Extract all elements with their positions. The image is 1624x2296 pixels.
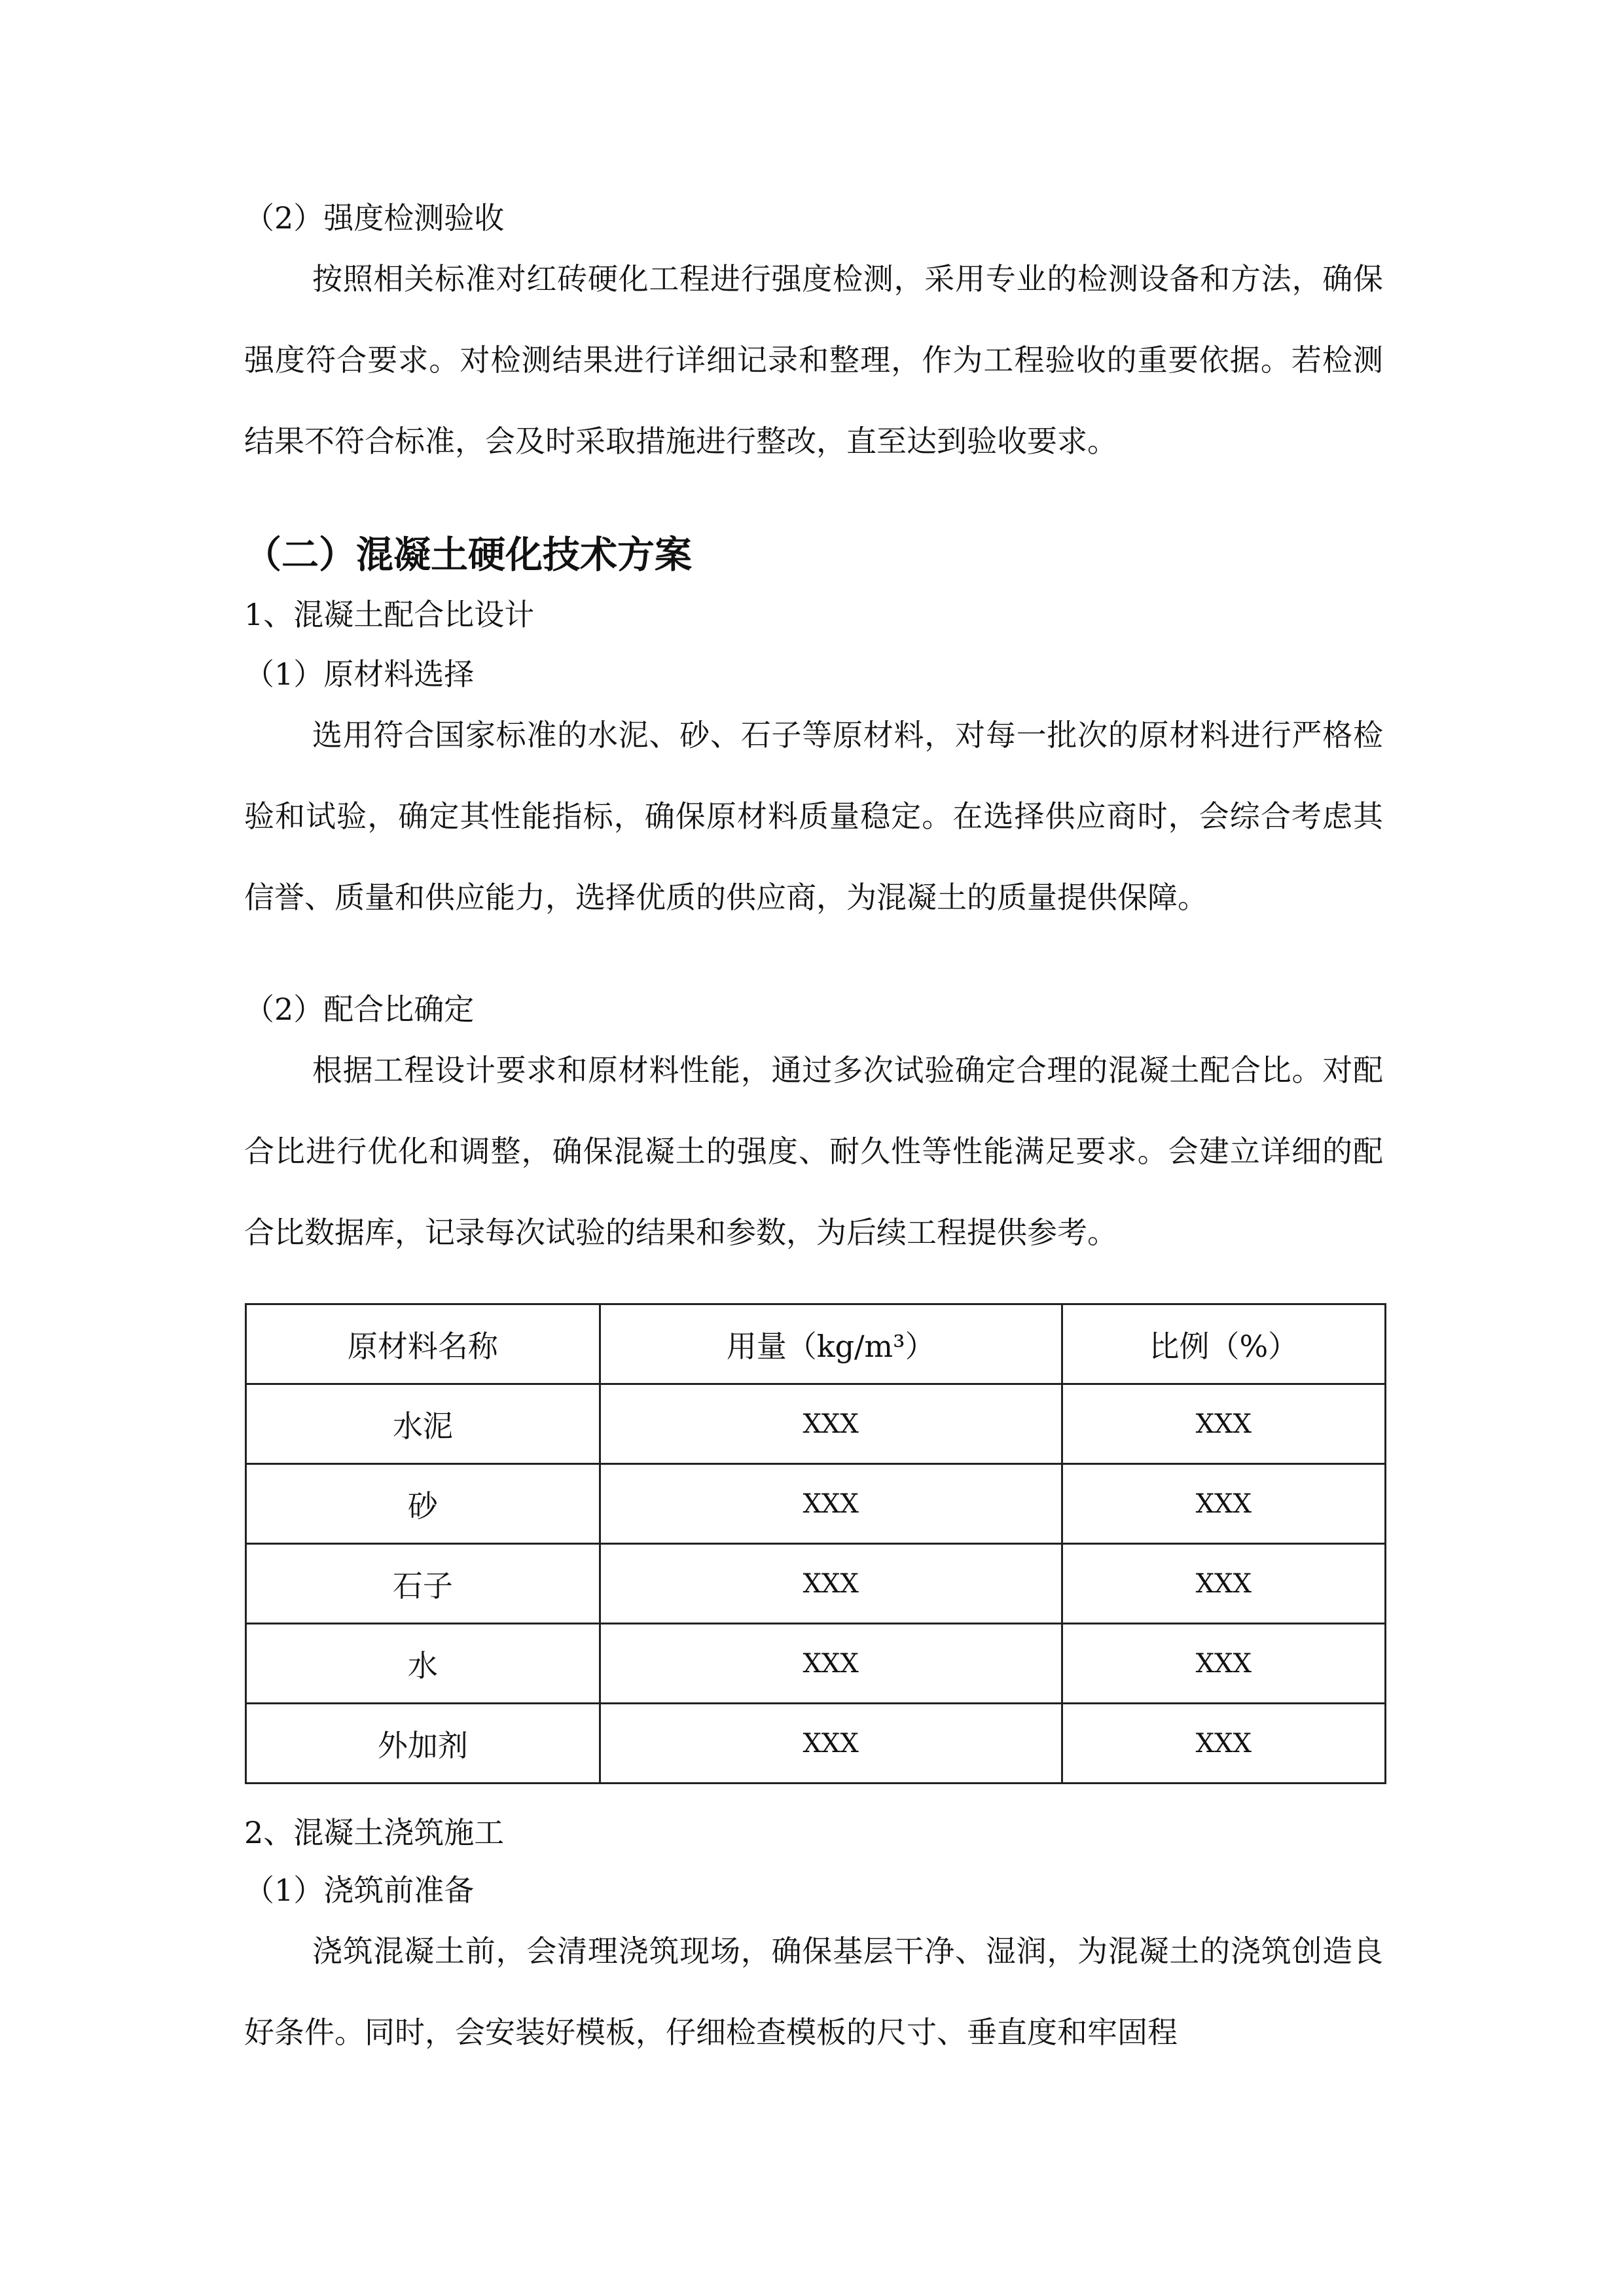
table-row (246, 1384, 1386, 1464)
ratio-cell: XXX (1062, 1464, 1385, 1544)
mix-ratio-table (245, 1303, 1386, 1784)
prep-heading: （1）浇筑前准备 (244, 1873, 475, 1908)
mix-design-heading: 1、混凝土配合比设计 (244, 597, 535, 632)
raw-material-paragraph: 选用符合国家标准的水泥、砂、石子等原材料，对每一批次的原材料进行严格检验和试验，确定其性能指标，确保原材料质量稳定。在选择供应商时，会综合考虑其信誉、质量和供应能力，选择优质的供应商，为混凝土的质量提供保障。 (244, 717, 1383, 915)
dosage-cell: XXX (600, 1704, 1062, 1784)
ratio-cell: XXX (1062, 1624, 1385, 1704)
dosage-cell: XXX (600, 1624, 1062, 1704)
dosage-cell: XXX (600, 1464, 1062, 1544)
strength-heading: （2）强度检测验收 (244, 200, 505, 236)
table-row (246, 1464, 1386, 1544)
material-name-cell: 石子 (246, 1544, 600, 1624)
table-row (246, 1544, 1386, 1624)
raw-material-heading: （1）原材料选择 (244, 656, 475, 692)
table-row (246, 1704, 1386, 1784)
material-name-cell: 水泥 (246, 1384, 600, 1464)
header-ratio: 比例（%） (1062, 1304, 1385, 1384)
table-header-row (246, 1304, 1386, 1384)
ratio-cell: XXX (1062, 1384, 1385, 1464)
ratio-heading: （2）配合比确定 (244, 992, 475, 1027)
table-row (246, 1624, 1386, 1704)
ratio-cell: XXX (1062, 1704, 1385, 1784)
ratio-paragraph: 根据工程设计要求和原材料性能，通过多次试验确定合理的混凝土配合比。对配合比进行优化和调整，确保混凝土的强度、耐久性等性能满足要求。会建立详细的配合比数据库，记录每次试验的结果和参数，为后续工程提供参考。 (244, 1052, 1383, 1250)
header-material-name: 原材料名称 (246, 1304, 600, 1384)
dosage-cell: XXX (600, 1384, 1062, 1464)
header-dosage: 用量（kg/m³） (600, 1304, 1062, 1384)
ratio-cell: XXX (1062, 1544, 1385, 1624)
strength-paragraph: 按照相关标准对红砖硬化工程进行强度检测，采用专业的检测设备和方法，确保强度符合要求。对检测结果进行详细记录和整理，作为工程验收的重要依据。若检测结果不符合标准，会及时采取措施进行整改，直至达到验收要求。 (244, 261, 1383, 459)
dosage-cell: XXX (600, 1544, 1062, 1624)
material-name-cell: 砂 (246, 1464, 600, 1544)
prep-paragraph: 浇筑混凝土前，会清理浇筑现场，确保基层干净、湿润，为混凝土的浇筑创造良好条件。同时，会安装好模板，仔细检查模板的尺寸、垂直度和牢固程 (244, 1933, 1383, 2050)
material-name-cell: 外加剂 (246, 1704, 600, 1784)
concrete-section-title: （二）混凝土硬化技术方案 (244, 533, 692, 577)
pouring-heading: 2、混凝土浇筑施工 (244, 1815, 505, 1850)
material-name-cell: 水 (246, 1624, 600, 1704)
